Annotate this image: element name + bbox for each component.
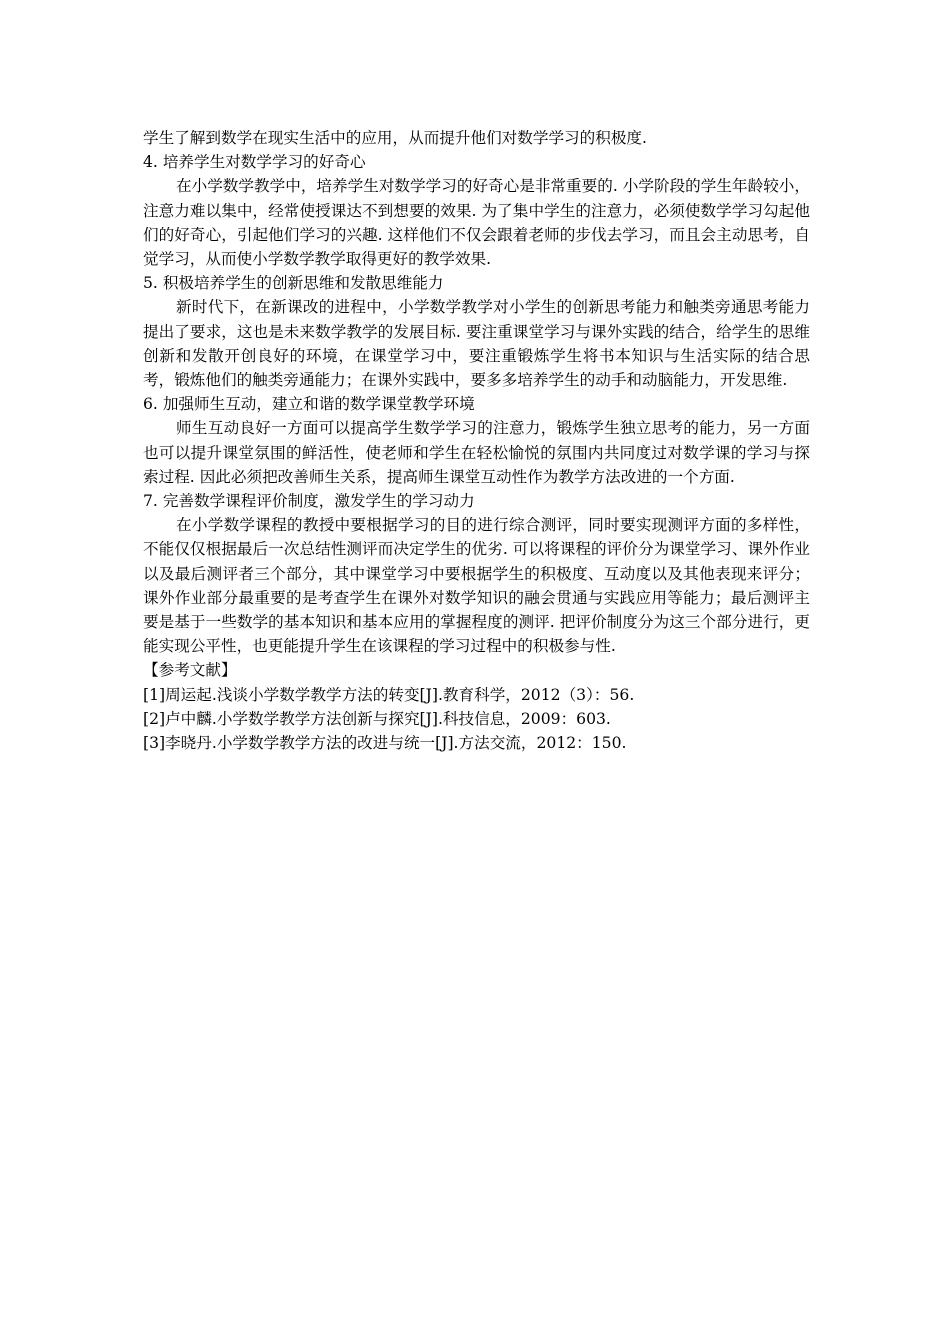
article-body — [143, 126, 810, 755]
references-title: 【参考文献】 — [143, 661, 237, 680]
section-paragraph-4: 在小学数学教学中，培养学生对数学学习的好奇心是非常重要的. 小学阶段的学生年龄较小，注意力难以集中，经常使授课达不到想要的效果. 为了集中学生的注意力，必须使数学学习勾起他们的好奇心，引起他们学习的兴趣. 这样他们不仅会跟着老师的步伐去学习，而且会主动思考，自觉学习，从而使小学数学教学取得更好的教学效果. — [143, 177, 810, 269]
reference-item: [3]李晓丹.小学数学教学方法的改进与统一[J].方法交流，2012：150. — [143, 734, 627, 753]
section-paragraph-7: 在小学数学课程的教授中要根据学习的目的进行综合测评，同时要实现测评方面的多样性，不能仅仅根据最后一次总结性测评而决定学生的优劣. 可以将课程的评价分为课堂学习、课外作业以及最后测评者三个部分，其中课堂学习中要根据学生的积极度、互动度以及其他表现来评分；课外作业部分最重要的是考查学生在课外对数学知识的融会贯通与实践应用等能力；最后测评主要是基于一些数学的基本知识和基本应用的掌握程度的测评. 把评价制度分为这三个部分进行，更能实现公平性，也更能提升学生在该课程的学习过程中的积极参与性. — [143, 516, 810, 656]
section-paragraph-6: 师生互动良好一方面可以提高学生数学学习的注意力，锻炼学生独立思考的能力，另一方面也可以提升课堂氛围的鲜活性，使老师和学生在轻松愉悦的氛围内共同度过对数学课的学习与探索过程. 因此必须把改善师生关系，提高师生课堂互动性作为教学方法改进的一个方面. — [143, 419, 810, 486]
paragraph-continuation: 学生了解到数学在现实生活中的应用，从而提升他们对数学学习的积极度. — [143, 129, 647, 147]
reference-item: [2]卢中麟.小学数学教学方法创新与探究[J].科技信息，2009：603. — [143, 709, 611, 728]
section-heading-5: 5. 积极培养学生的创新思维和发散思维能力 — [143, 274, 444, 293]
reference-item: [1]周运起.浅谈小学数学教学方法的转变[J].教育科学，2012（3）：56. — [143, 685, 635, 704]
section-heading-6: 6. 加强师生互动，建立和谐的数学课堂教学环境 — [143, 395, 475, 414]
section-heading-7: 7. 完善数学课程评价制度，激发学生的学习动力 — [143, 492, 475, 511]
section-paragraph-5: 新时代下，在新课改的进程中，小学数学教学对小学生的创新思考能力和触类旁通思考能力提出了要求，这也是未来数学教学的发展目标. 要注重课堂学习与课外实践的结合，给学生的思维创新和发散开创良好的环境，在课堂学习中，要注重锻炼学生将书本知识与生活实际的结合思考，锻炼他们的触类旁通能力；在课外实践中，要多多培养学生的动手和动脑能力，开发思维. — [143, 298, 810, 390]
section-heading-4: 4. 培养学生对数学学习的好奇心 — [143, 153, 366, 172]
